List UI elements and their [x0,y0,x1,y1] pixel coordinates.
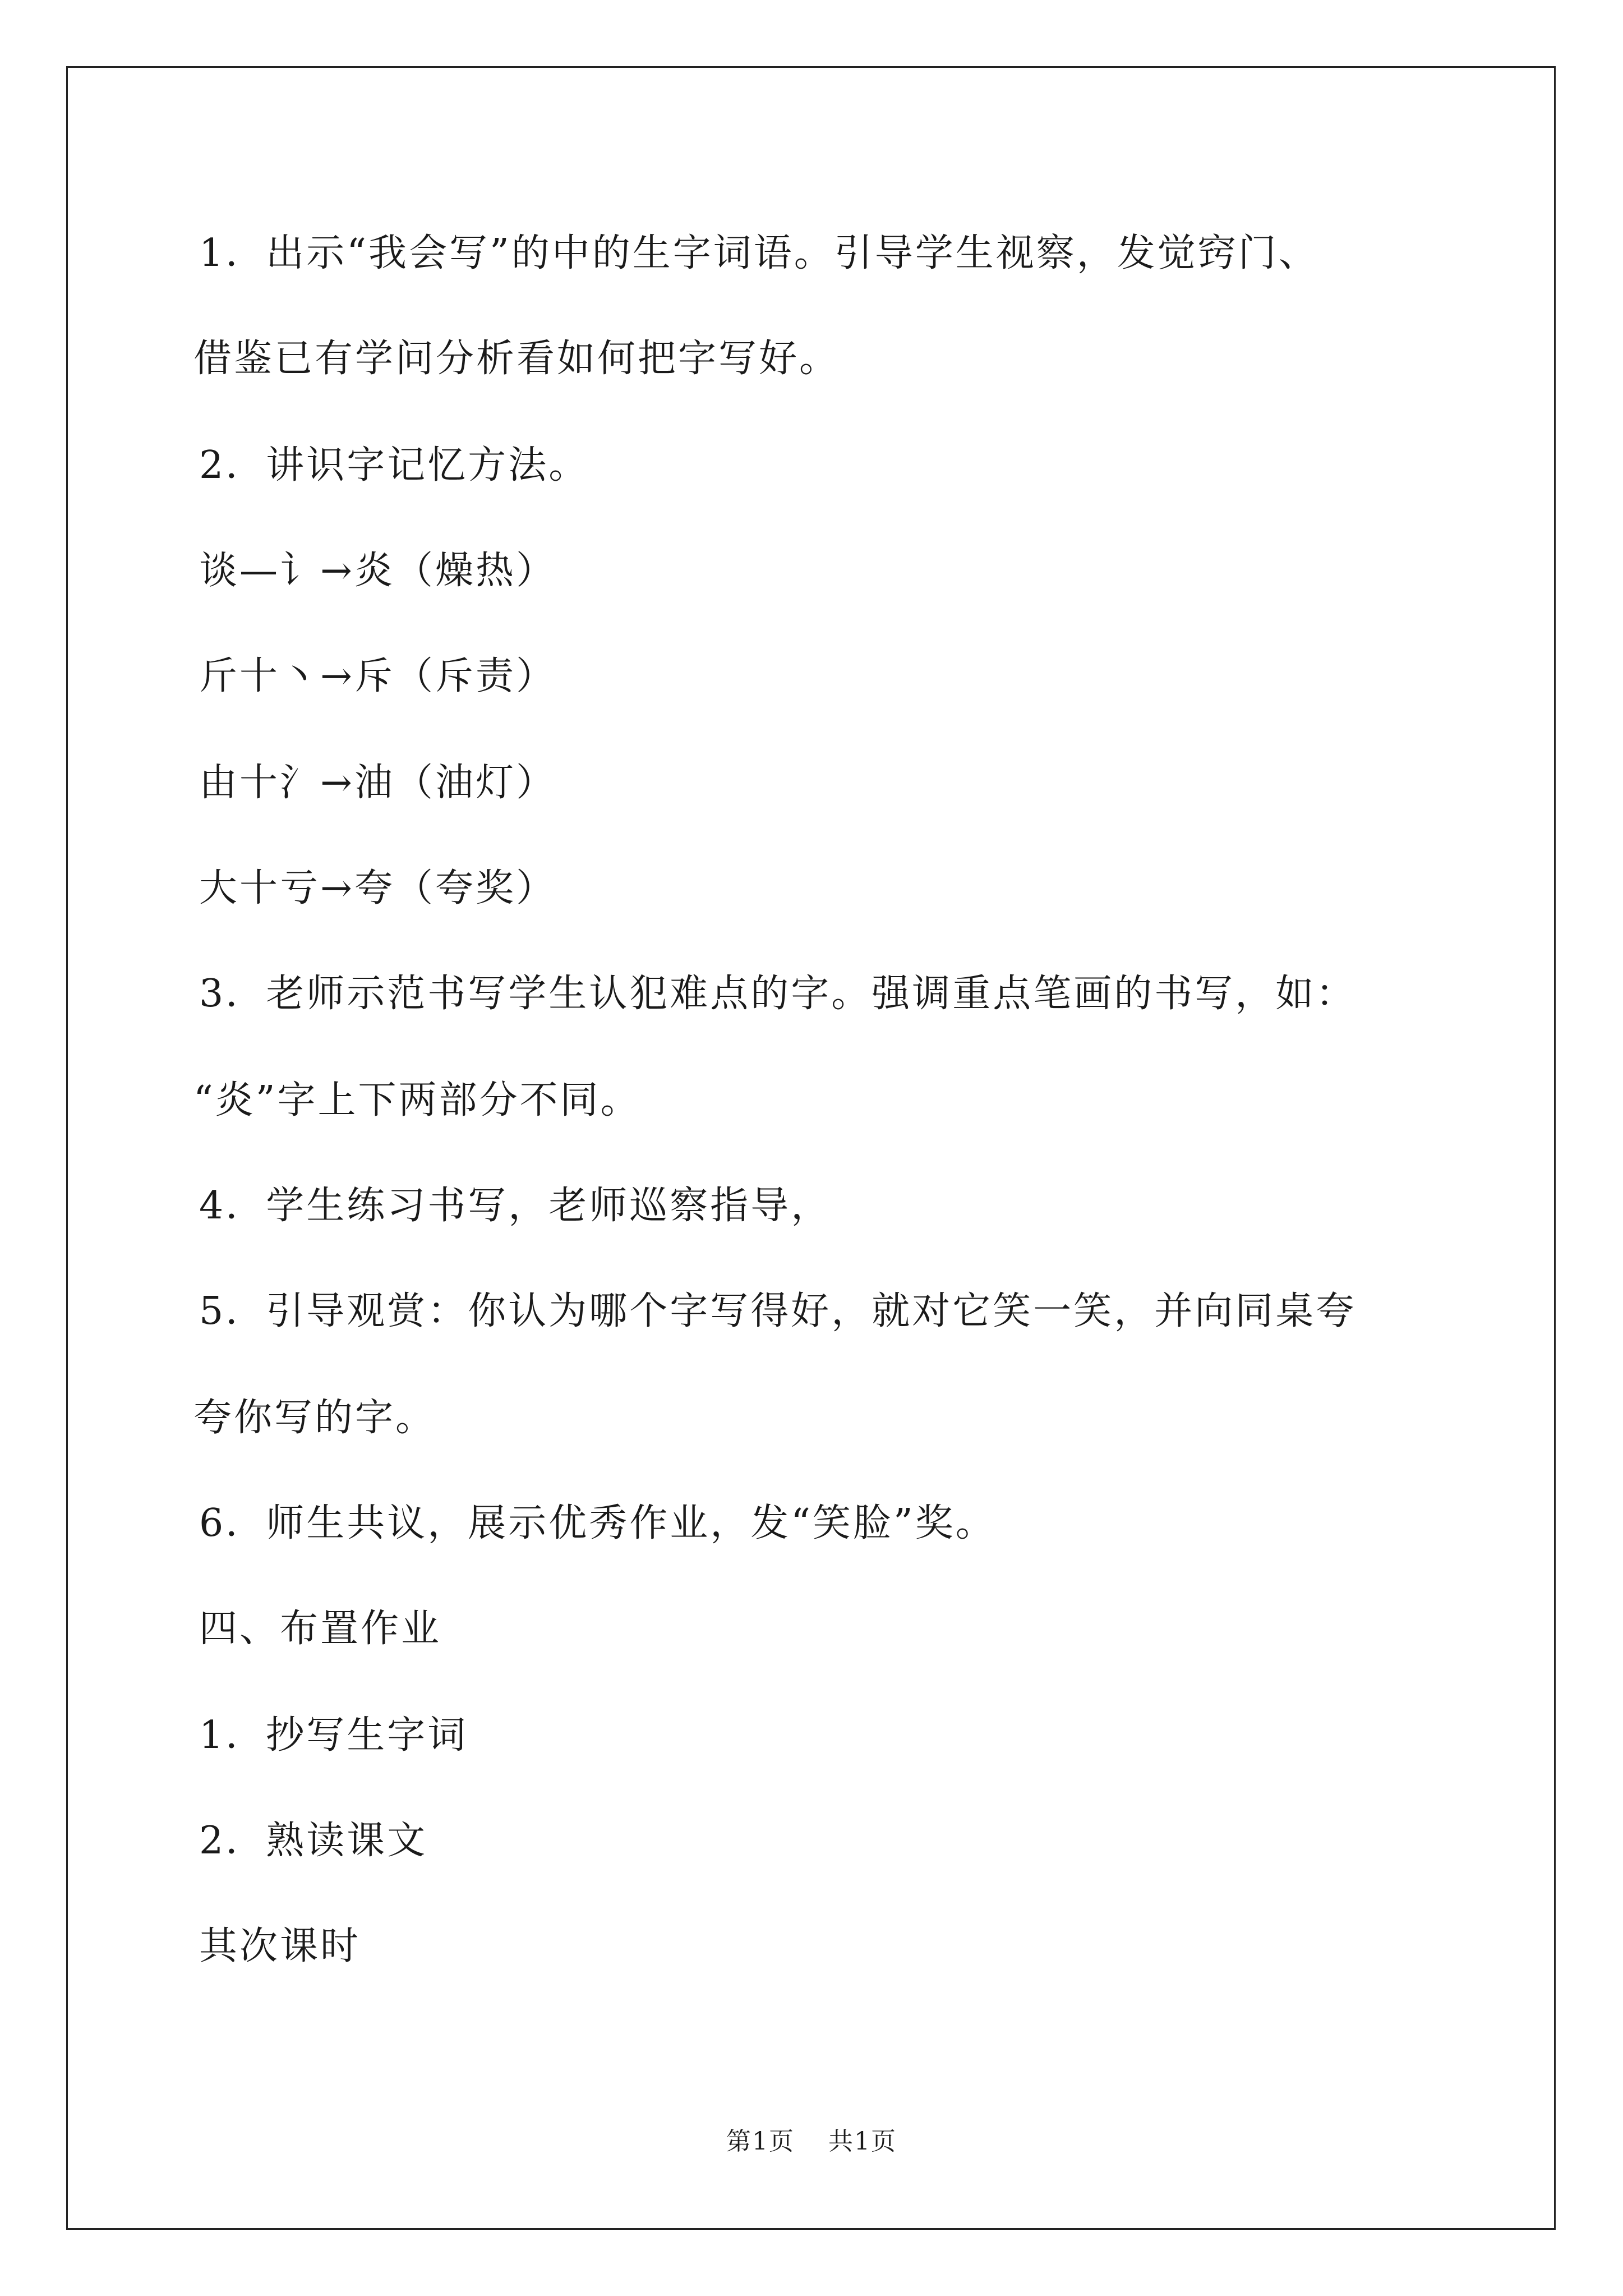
paragraph-line: 夸你写的字。 [193,1396,436,1440]
paragraph-line: “炎”字上下两部分不同。 [193,1078,641,1122]
section-heading: 其次课时 [199,1924,361,1968]
page-number: 第1页 [726,2127,795,2156]
paragraph-line: 1．抄写生字词 [199,1713,468,1757]
paragraph-line: 4．学生练习书写，老师巡察指导， [199,1184,832,1228]
paragraph-line: 由十氵→油（油灯） [199,761,556,805]
page-border [66,66,1556,2230]
paragraph-line: 1．出示“我会写”的中的生字词语。引导学生视察，发觉窍门、 [199,231,1319,275]
paragraph-line: 借鉴已有学问分析看如何把字写好。 [193,337,840,381]
paragraph-line: 6．师生共议，展示优秀作业，发“笑脸”奖。 [199,1501,996,1545]
paragraph-line: 斤十丶→斥（斥责） [199,654,556,698]
total-pages: 共1页 [828,2127,897,2156]
paragraph-line: 2．熟读课文 [199,1819,428,1863]
paragraph-line: 2．讲识字记忆方法。 [199,443,589,487]
paragraph-line: 大十亏→夸（夸奖） [199,866,556,910]
page-footer [0,2126,1623,2157]
paragraph-line: 谈—讠→炎（燥热） [199,549,556,593]
section-heading: 四、布置作业 [199,1607,442,1651]
paragraph-line: 3．老师示范书写学生认犯难点的字。强调重点笔画的书写，如： [199,972,1357,1016]
paragraph-line: 5．引导观赏：你认为哪个字写得好，就对它笑一笑，并向同桌夸 [199,1289,1357,1333]
